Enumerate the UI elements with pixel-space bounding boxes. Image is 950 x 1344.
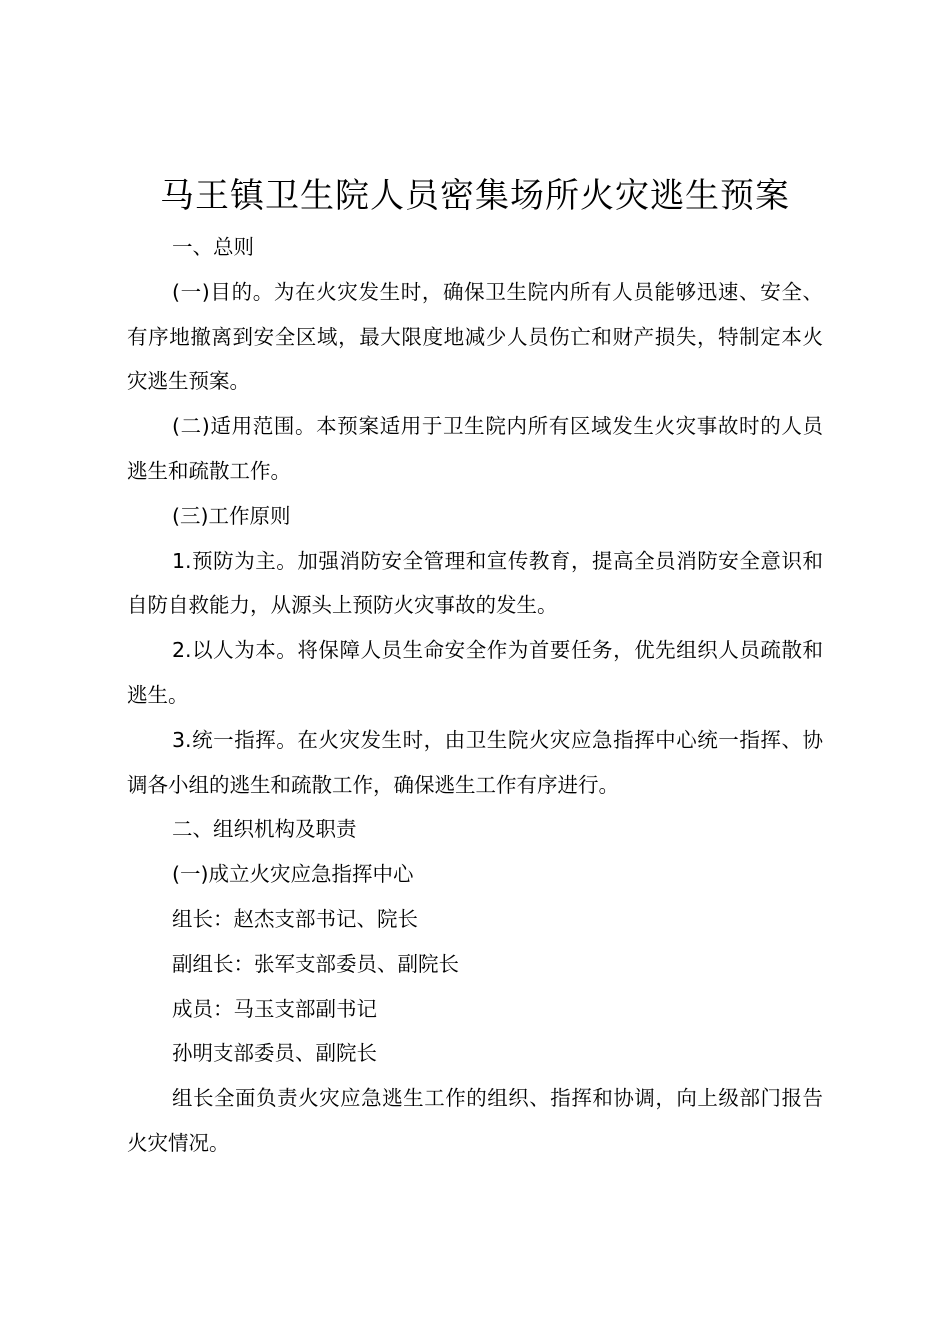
paragraph-leader-duties: 组长全面负责火灾应急逃生工作的组织、指挥和协调，向上级部门报告火灾情况。 xyxy=(127,1086,823,1155)
subheading-command-center: (一)成立火灾应急指挥中心 xyxy=(172,862,414,887)
line-team-leader: 组长：赵杰支部书记、院长 xyxy=(172,906,418,931)
principle-unified-command: 3.统一指挥。在火灾发生时，由卫生院火灾应急指挥中心统一指挥、协调各小组的逃生和疏散工作，确保逃生工作有序进行。 xyxy=(127,727,823,797)
section-heading-general: 一、总则 xyxy=(172,235,254,259)
paragraph-purpose: (一)目的。为在火灾发生时，确保卫生院内所有人员能够迅速、安全、有序地撤离到安全区域，最大限度地减少人员伤亡和财产损失，特制定本火灾逃生预案。 xyxy=(127,279,823,394)
principle-prevention: 1.预防为主。加强消防安全管理和宣传教育，提高全员消防安全意识和自防自救能力，从源头上预防火灾事故的发生。 xyxy=(127,548,823,618)
document-body xyxy=(127,225,823,1166)
section-heading-organization: 二、组织机构及职责 xyxy=(172,817,357,842)
line-members: 成员：马玉支部副书记 xyxy=(172,996,377,1021)
subheading-principles: (三)工作原则 xyxy=(172,503,291,528)
paragraph-scope: (二)适用范围。本预案适用于卫生院内所有区域发生火灾事故时的人员逃生和疏散工作。 xyxy=(127,414,823,483)
principle-people-first: 2.以人为本。将保障人员生命安全作为首要任务，优先组织人员疏散和逃生。 xyxy=(127,638,823,707)
line-deputy-leader: 副组长：张军支部委员、副院长 xyxy=(172,951,459,976)
document-title: 马王镇卫生院人员密集场所火灾逃生预案 xyxy=(160,176,790,216)
line-member-additional: 孙明支部委员、副院长 xyxy=(172,1041,377,1066)
